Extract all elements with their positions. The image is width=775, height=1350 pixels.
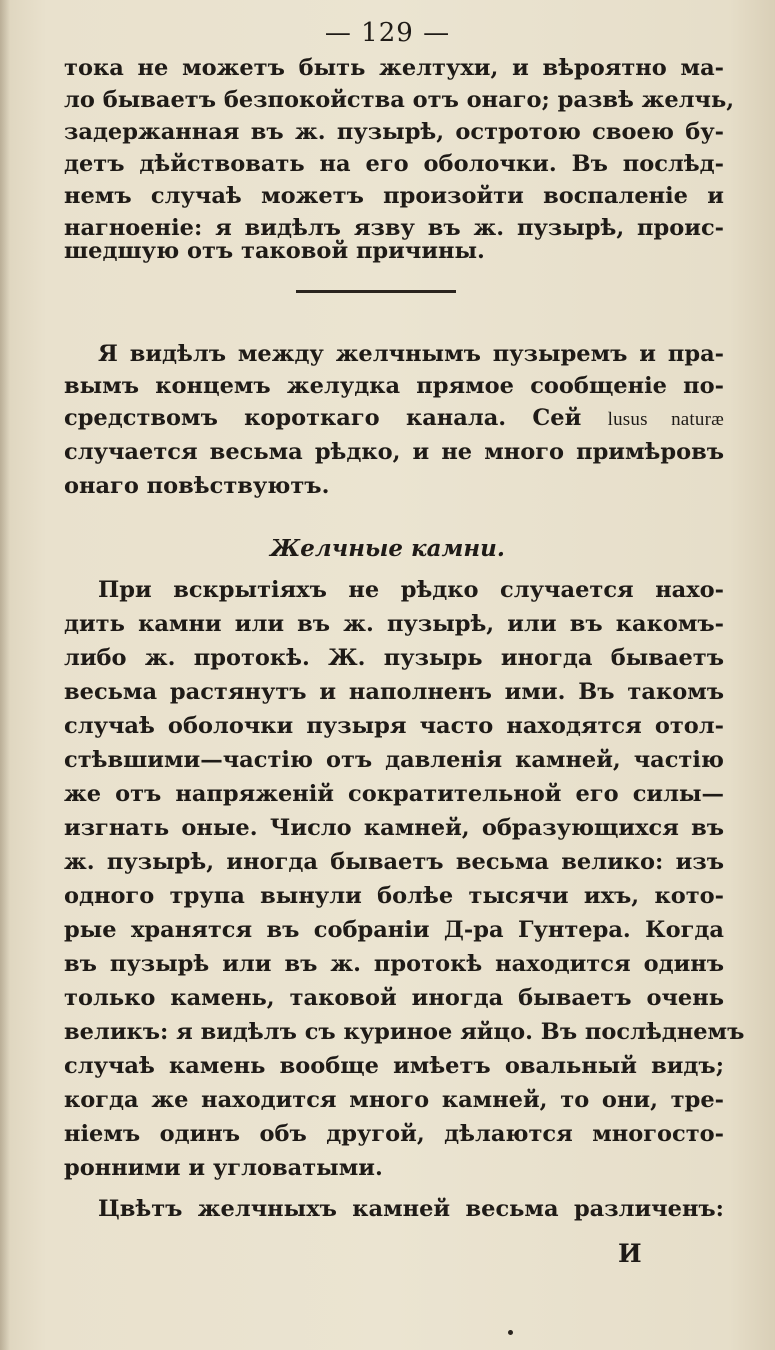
text-line: ронними и угловатыми. xyxy=(64,1155,383,1181)
section-divider-rule xyxy=(296,290,456,293)
text-line: Я видѣлъ между желчнымъ пузыремъ и пра- xyxy=(98,341,724,367)
ink-speck xyxy=(508,1330,513,1335)
text-line: случаѣ оболочки пузыря часто находятся отол- xyxy=(64,713,724,739)
text-line: детъ дѣйствовать на его оболочки. Въ послѣд- xyxy=(64,151,724,177)
text-line: либо ж. протокѣ. Ж. пузырь иногда бываетъ xyxy=(64,645,724,671)
text-line: Цвѣтъ желчныхъ камней весьма различенъ: xyxy=(98,1196,724,1222)
text-line: дить камни или въ ж. пузырѣ, или въ какомъ- xyxy=(64,611,724,637)
text-line: ло бываетъ безпокойства отъ онаго; развѣ желчь, xyxy=(64,87,735,113)
text-line: шедшую отъ таковой причины. xyxy=(64,238,485,264)
text-line: вымъ концемъ желудка прямое сообщеніе по- xyxy=(64,373,724,399)
text-line: онаго повѣствуютъ. xyxy=(64,473,330,499)
text-line: рые хранятся въ собраніи Д-ра Гунтера. Когда xyxy=(64,917,724,943)
text-line: нагноеніе: я видѣлъ язву въ ж. пузырѣ, проис- xyxy=(64,215,724,241)
text-line: одного трупа вынули болѣе тысячи ихъ, кото- xyxy=(64,883,724,909)
text-line: изгнать оные. Число камней, образующихся въ xyxy=(64,815,724,841)
text-line: При вскрытіяхъ не рѣдко случается нахо- xyxy=(98,577,724,603)
text-line: задержанная въ ж. пузырѣ, остротою своею бу- xyxy=(64,119,724,145)
text-line: ніемъ одинъ объ другой, дѣлаются многосто- xyxy=(64,1121,724,1147)
text-line: когда же находится много камней, то они, тре- xyxy=(64,1087,724,1113)
text-line: великъ: я видѣлъ съ куриное яйцо. Въ послѣднемъ xyxy=(64,1019,745,1045)
text-line: ж. пузырѣ, иногда бываетъ весьма велико: изъ xyxy=(64,849,724,875)
text-line: тока не можетъ быть желтухи, и вѣроятно ма- xyxy=(64,55,724,81)
text-line: только камень, таковой иногда бываетъ очень xyxy=(64,985,724,1011)
text-line: стѣвшими—частію отъ давленія камней, частію xyxy=(64,747,724,773)
text-line: немъ случаѣ можетъ произойти воспаленіе и xyxy=(64,183,724,209)
text-line: случается весьма рѣдко, и не много примѣровъ xyxy=(64,439,724,465)
catchword: И xyxy=(618,1239,642,1268)
section-heading: Желчные камни. xyxy=(270,535,505,562)
latin-phrase: lusus naturæ xyxy=(607,409,724,430)
text-line: весьма растянутъ и наполненъ ими. Въ такомъ xyxy=(64,679,724,705)
text-line: же отъ напряженій сократительной его силы— xyxy=(64,781,724,807)
page-number: — 129 — xyxy=(324,18,451,48)
text-fragment: средствомъ короткаго канала. Сей xyxy=(64,405,582,431)
text-line xyxy=(64,402,724,434)
text-line: случаѣ камень вообще имѣетъ овальный видъ; xyxy=(64,1053,724,1079)
text-line: въ пузырѣ или въ ж. протокѣ находится одинъ xyxy=(64,951,724,977)
gutter-shadow xyxy=(0,0,10,1350)
